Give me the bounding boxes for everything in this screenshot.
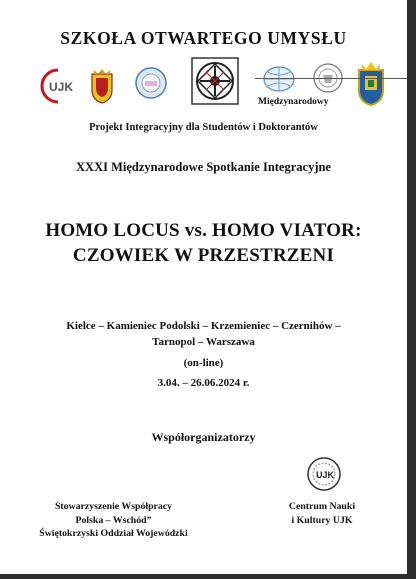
scan-edge-bottom (0, 574, 416, 579)
centre-line2: i Kultury UJK (291, 514, 353, 526)
association-name (26, 500, 201, 541)
international-label: Międzynarodowy (258, 97, 329, 107)
cities-line2: Tarnopol – Warszawa (152, 336, 255, 348)
project-subtitle: Projekt Integracyjny dla Studentów i Doktorantów (89, 122, 318, 133)
logo-divider-line (255, 78, 407, 79)
svg-text:UJK: UJK (316, 470, 335, 480)
svg-text:UJK: UJK (49, 80, 74, 94)
event-dates: 3.04. – 26.06.2024 r. (157, 377, 250, 389)
crest-logo (356, 60, 386, 106)
geometric-logo (188, 54, 242, 108)
mode-label: (on-line) (183, 357, 224, 369)
centre-line1: Centrum Nauki (288, 501, 356, 512)
round-emblem-logo (134, 66, 168, 100)
main-title-line1: HOMO LOCUS vs. HOMO VIATOR: (45, 220, 362, 241)
logo-row (0, 58, 407, 120)
globe-logo (262, 64, 296, 94)
association-line1: Stowarzyszenie Współpracy (54, 501, 173, 512)
coorganizers-heading: Współorganizatorzy (151, 430, 256, 444)
cities-line1: Kielce – Kamieniec Podolski – Krzemieniec – Czernihów – (66, 320, 341, 332)
main-title-line2: CZOWIEK W PRZESTRZENI (72, 245, 335, 266)
association-line2: Polska – Wschód” (75, 514, 152, 526)
school-title: SZKOŁA OTWARTEGO UMYSŁU (60, 28, 347, 48)
meeting-title: XXXI Międzynarodowe Spotkanie Integracyjne (76, 160, 331, 174)
ujk-centre-logo (306, 456, 342, 492)
association-line3: Świętokrzyski Oddział Wojewódzki (39, 528, 188, 539)
scan-edge-right (407, 0, 416, 579)
coat-of-arms-logo (90, 68, 114, 104)
centre-name (272, 500, 372, 527)
ujk-logo (40, 66, 76, 110)
